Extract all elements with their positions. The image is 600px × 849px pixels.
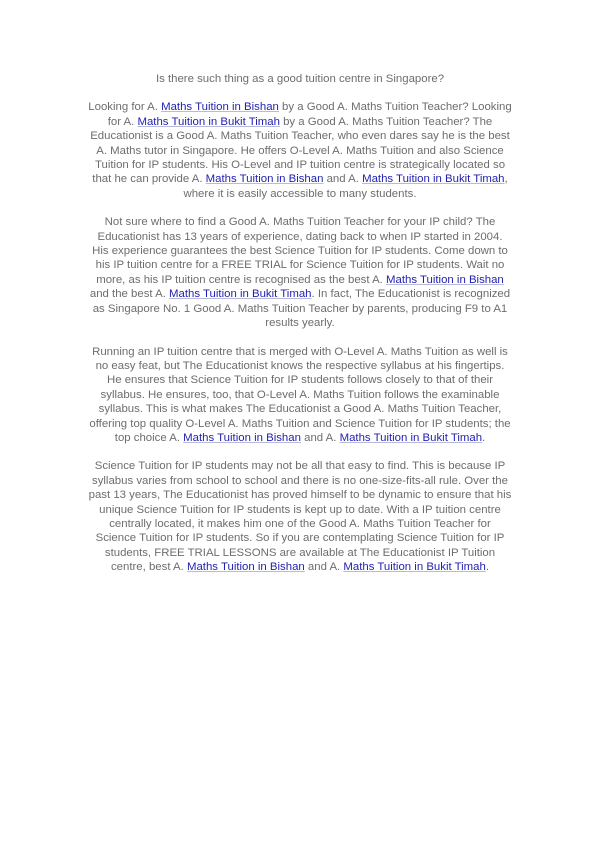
text-segment: and A. (304, 561, 344, 574)
text-segment: and A. (323, 173, 363, 186)
document-title: Is there such thing as a good tuition centre in Singapore? (155, 73, 445, 85)
document-body (88, 72, 512, 589)
paragraph-4 (88, 459, 512, 574)
link-maths-tuition-bishan[interactable]: Maths Tuition in Bishan (161, 101, 279, 114)
link-maths-tuition-bishan[interactable]: Maths Tuition in Bishan (386, 273, 504, 286)
link-maths-tuition-bukit-timah[interactable]: Maths Tuition in Bukit Timah (362, 173, 505, 186)
paragraph-3 (88, 345, 512, 446)
text-segment: Running an IP tuition centre that is merged with O-Level A. Maths Tuition as well is no easy feat, but The Educationist knows the respective syllabus at his fingertips. He ensures that Science Tuition for IP students follows closely to that of their syllabus. He ensures, too, that O-Level A. Maths Tuition follows the examinable syllabus. This is what makes The Educationist a Good A. Maths Tuition Teacher, offering top quality O-Level A. Maths Tuition and Science Tuition for IP students; the top choice A. (89, 345, 511, 444)
link-maths-tuition-bukit-timah[interactable]: Maths Tuition in Bukit Timah (169, 288, 312, 301)
text-segment: and A. (300, 431, 340, 444)
text-segment: . (485, 561, 490, 574)
text-segment: . In fact, The Educationist is recognized as Singapore No. 1 Good A. Maths Tuition Teacher by parents, producing F9 to A1 results yearly. (92, 288, 511, 330)
link-maths-tuition-bishan[interactable]: Maths Tuition in Bishan (205, 173, 324, 186)
link-maths-tuition-bishan[interactable]: Maths Tuition in Bishan (186, 561, 305, 574)
text-segment: and the best A. (89, 288, 170, 301)
text-segment: Not sure where to find a Good A. Maths Tuition Teacher for your IP child? The Educationist has 13 years of experience, dating back to when IP started in 2004. His experience guarantees the best Science Tuition for IP students. Come down to his IP tuition centre for a FREE TRIAL for Science Tuition for IP students. Wait no more, as his IP tuition centre is recognised as the best A. (92, 216, 508, 286)
link-maths-tuition-bukit-timah[interactable]: Maths Tuition in Bukit Timah (339, 431, 483, 444)
text-segment: . (482, 431, 486, 444)
text-segment: , where it is easily accessible to many students. (183, 173, 508, 200)
text-segment: Science Tuition for IP students may not be all that easy to find. This is because IP syllabus varies from school to school and there is no one-size-fits-all rule. Over the past 13 years, The Educationist has proved himself to be dynamic to ensure that his unique Science Tuition for IP students is kept up to date. With a IP tuition centre centrally located, it makes him one of the Good A. Maths Tuition Teacher for Science Tuition for IP students. So if you are contemplating Science Tuition for IP students, FREE TRIAL LESSONS are available at The Educationist IP Tuition centre, best A. (88, 460, 512, 574)
link-maths-tuition-bishan[interactable]: Maths Tuition in Bishan (183, 431, 301, 444)
paragraph-2 (88, 215, 512, 330)
link-maths-tuition-bukit-timah[interactable]: Maths Tuition in Bukit Timah (137, 115, 280, 128)
link-maths-tuition-bukit-timah[interactable]: Maths Tuition in Bukit Timah (343, 561, 486, 574)
text-segment: by a Good A. Maths Tuition Teacher? Looking for A. (107, 101, 512, 128)
text-segment: Looking for A. (88, 101, 162, 114)
text-segment: by a Good A. Maths Tuition Teacher? The Educationist is a Good A. Maths Tuition Teacher, who even dares say he is the best A. Maths tutor in Singapore. He offers O-Level A. Maths Tuition and also Science Tuition for IP students. His O-Level and IP tuition centre is strategically located so that he can provide A. (90, 115, 510, 186)
paragraph-1 (88, 100, 512, 201)
